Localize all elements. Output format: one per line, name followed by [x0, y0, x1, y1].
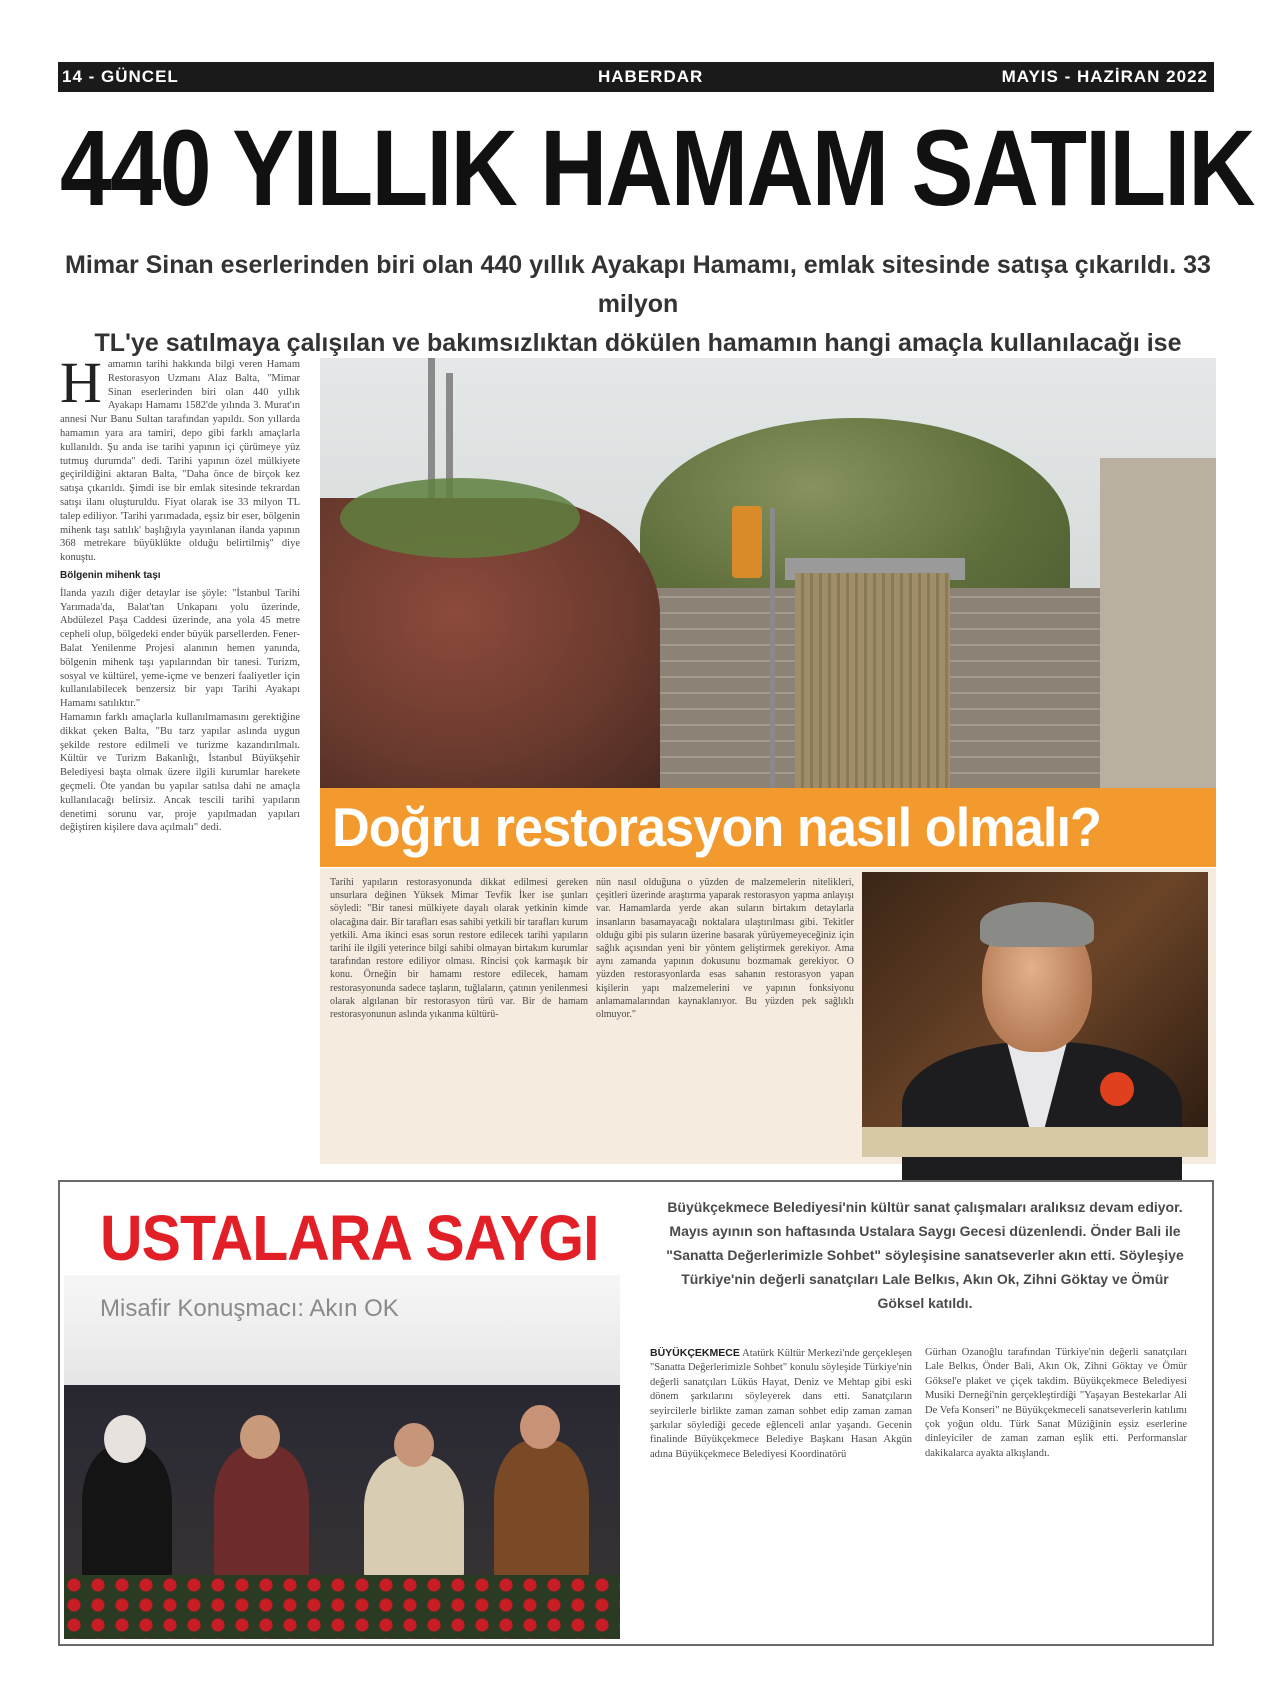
hamam-photo	[320, 358, 1216, 788]
architect-portrait	[862, 872, 1208, 1157]
subarticle-title: Doğru restorasyon nasıl olmalı?	[332, 796, 1101, 858]
ustalara-column-1	[650, 1346, 912, 1638]
ustalara-intro: Büyükçekmece Belediyesi'nin kültür sanat çalışmaları aralıksız devam ediyor. Mayıs ayının son haftasında Ustalara Saygı Gecesi düzenlendi. Önder Bali ile "Sanatta Değerlerimizle Sohbet" söyleşisine sanatseverler akın etti. Söyleşiye Türkiye'nin değerli sanatçıları Lale Belkıs, Akın Ok, Zihni Göktay ve Ömür Göksel katıldı.	[666, 1199, 1184, 1311]
deck-line-1: Mimar Sinan eserlerinden biri olan 440 yıllık Ayakapı Hamamı, emlak sitesinde satışa çıkarıldı. 33 milyon	[65, 251, 1211, 318]
article1-para1: amamın tarihi hakkında bilgi veren Hamam Restorasyon Uzmanı Alaz Balta, "Mimar Sinan eserlerinden biri olan 440 yıllık Ayakapı Hamamı 1582'de yılında 3. Murat'ın annesi Nur Banu Sultan tarafından yapıldı. Son yıllarda hamamın yara ara tamiri, depo gibi farklı amaçlarla kullanıldı. Şu anda ise tarihi yapının içi çürümeye yüz tutmuş durumda" dedi. Tarihi yapının özel mülkiyete geçirildiğini aktaran Balta, "Daha önce de birçok kez satışa çıkarıldı. Şimdi ise bir emlak sitesinde tekrardan satışı ilanı oluşturuldu. Fiyat olarak ise 33 milyon TL talep ediliyor. 'Tarihi yarımadada, eşsiz bir eser, bölgenin mihenk taşı satılık' başlığıyla yayınlanan ilanda yapının 368 metrekare büyüklükte olduğu belirtilmiş" diye konuştu.	[60, 359, 300, 564]
issue-date: MAYIS - HAZİRAN 2022	[1001, 67, 1208, 86]
article1-para3: Hamamın farklı amaçlarla kullanılmamasını gerektiğine dikkat çeken Balta, "Bu tarz yapılar aslında uygun şekilde restore edilmeli ve turizme kazandırılmalı. Kültür ve Turizm Bakanlığı, İstanbul Büyükşehir Belediyesi başta olmak üzere ilgili kurumlar harekete geçmeli. Öte yandan bu yapılar satılsa dahi ne amaçla kullanılacağı belirsiz. Ancak tescili tarihi yapıların denetimi sorunu var, proje yapılmadan yapıları değiştiren kişilere dava açılmalı" dedi.	[60, 711, 300, 834]
ustalara-col1-text: Atatürk Kültür Merkezi'nde gerçekleşen "Sanatta Değerlerimizle Sohbet" konulu söyleşide Türkiye'nin değerli sanatçıları Lüküs Hayat, Deniz ve Mehtap gibi eski dönem şarkılarını söyleyerek dans etti. Sanatçıların seyircilerle birlikte zaman zaman sohbet edip zaman zaman şarkılar söylediği gecede eğlenceli anlar yaşandı. Gecenin finalinde Büyükçekmece Belediye Başkanı Hasan Akgün adına Büyükçekmece Belediyesi Koordinatörü	[650, 1348, 912, 1460]
article1-column	[60, 350, 300, 1164]
main-headline: 440 YILLIK HAMAM SATILIK	[60, 107, 1254, 228]
ustalara-column-2: Gürhan Ozanoğlu tarafından Türkiye'nin değerli sanatçıları Lale Belkıs, Önder Bali, Akın Ok, Zihni Göktay ve Ömür Göksel'e plaket ve çiçek takdim. Büyükçekmece Belediyesi Musiki Derneği'nin gerçekleştirdiği "Yaşayan Bestekarlar Ali De Vefa Konseri" ne Büyükçekmeceli sanatseverlerin katılımı çok yoğun oldu. Türk Sanat Müziğinin eşsiz eserlerine dinleyiciler de zaman zaman eşlik etti. Performanslar dakikalarca ayakta alkışlandı.	[925, 1347, 1187, 1459]
article1-subhead: Bölgenin mihenk taşı	[60, 569, 161, 581]
subarticle-title-band	[320, 788, 1216, 867]
stage-banner-text: Misafir Konuşmacı: Akın OK	[100, 1295, 399, 1322]
article1-para2: İlanda yazılı diğer detaylar ise şöyle: "İstanbul Tarihi Yarımada'da, Balat'tan Unkapanı yolu üzerinde, Abdülezel Paşa Caddesi üzerinde, ana yola 45 metre cepheli olup, bölgedeki ender büyük parsellerden. Fener-Balat Yenilenme Projesi alanının hemen yanında, bölgenin mihenk taşı yapılarından bir tanesi. Turizm, sosyal ve kültürel, yeme-içme ve benzeri faaliyetler için kullanılabilecek benzersiz bir yapı Tarihi Ayakapı Hamamı satılıktır."	[60, 587, 300, 710]
event-stage-photo	[64, 1275, 620, 1639]
dropcap: H	[60, 350, 102, 415]
dateline: BÜYÜKÇEKMECE	[650, 1347, 740, 1359]
paper-name: HABERDAR	[598, 67, 704, 86]
ustalara-title: USTALARA SAYGI	[100, 1202, 599, 1274]
article2-column-2: nün nasıl olduğuna o yüzden de malzemelerin nitelikleri, çeşitleri üzerinde araştırma yaparak restorasyon yapma anlayışı var. Hamamlarda yerde akan suların birtakım detaylarla insanların basamayacağı noktalara ulaştırılması gibi. Tekitler olduğu gibi pis suların üzerine basarak yürüyemeyeceğiniz için sağlık açısından yeni bir yöntem geliştirmek gerekiyor. Ama aynı zamanda yapının dokusunu bozmamak gerekiyor. O yüzden restorasyonlarda esas sahanın restorasyon yapan kişilerin yapı malzemelerini ve yapının fonksiyonu anlamamalarından kaynaklanıyor. Bu yüzden pek sağlıklı olmuyor."	[596, 877, 854, 1021]
header-bar	[58, 62, 1214, 92]
section-label: 14 - GÜNCEL	[62, 67, 179, 86]
article2-column-1: Tarihi yapıların restorasyonunda dikkat edilmesi gereken unsurlara değinen Yüksek Mimar Tevfik İker ise şunları söyledi: "Bir tanesi mülkiyete dayalı olarak yetkinin kimde olacağına dair. Bir tarafları esas sahibi yetkili bir tarafları kurum yetkili. Ama ikinci esas sorun restore edilecek tarihi yapıların tarihi ile ilgili yeterince bilgi sahibi olmayan birtakım kurumlar tarafından restore ediliyor olması. Rincisi çok karmaşık bir konu. Örneğin bir hamamı restore edilecek, hamam restorasyonunda sadece taşların, tuğlaların, çatının yenilenmesi olarak algılanan bir restorasyon türü var. Bir de hamam restorasyonunun aslında yıkanma kültürü-	[330, 877, 588, 1021]
deck-line-2: TL'ye satılmaya çalışılan ve bakımsızlıktan dökülen hamamın hangi amaçla kullanılacağı ise	[94, 329, 1182, 357]
